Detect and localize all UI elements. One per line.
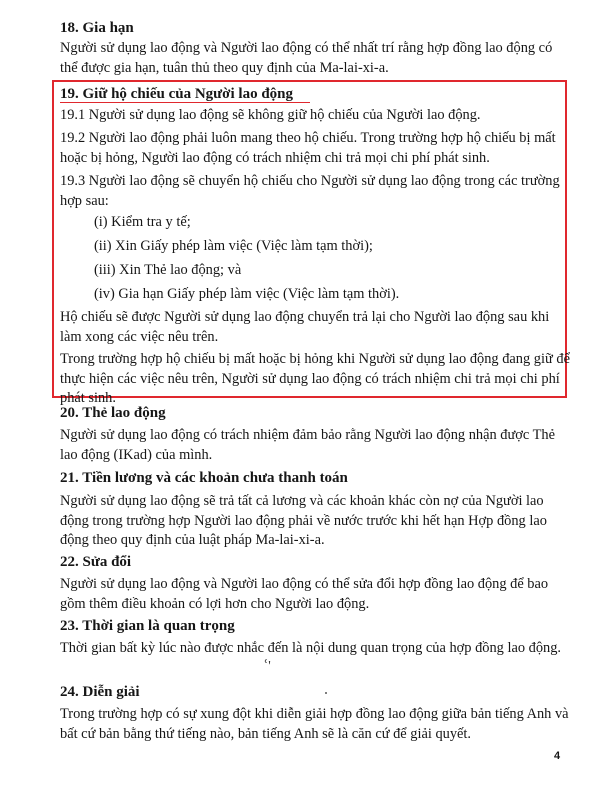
section-24-body: Trong trường hợp có sự xung đột khi diễn giải hợp đồng lao động giữa bản tiếng Anh và bất cứ bản bằng thứ tiếng nào, bản tiếng Anh sẽ là căn cứ để giải quyết. — [60, 706, 569, 742]
list-item: (iv) Gia hạn Giấy phép làm việc (Việc làm tạm thời). — [94, 286, 400, 302]
page-number: 4 — [554, 750, 561, 762]
handwritten-mark: ՙ' — [264, 659, 271, 674]
section-19-p1: 19.1 Người sử dụng lao động sẽ không giữ hộ chiếu của Người lao động. — [60, 107, 481, 123]
section-23-title: 23. Thời gian là quan trọng — [60, 618, 235, 634]
section-19-p4: Hộ chiếu sẽ được Người sử dụng lao động chuyển trả lại cho Người lao động sau khi làm xong các việc nêu trên. — [60, 309, 550, 345]
section-24-title: 24. Diễn giải — [60, 684, 140, 700]
section-19-p2: 19.2 Người lao động phải luôn mang theo hộ chiếu. Trong trường hợp hộ chiếu bị mất hoặc bị hỏng, Người lao động có trách nhiệm chi trả mọi chi phí phát sinh. — [60, 130, 556, 166]
section-20-body: Người sử dụng lao động có trách nhiệm đảm bảo rằng Người lao động nhận được Thẻ lao động (IKad) của mình. — [60, 427, 555, 463]
list-item: (ii) Xin Giấy phép làm việc (Việc làm tạm thời); — [94, 238, 373, 254]
section-20-title: 20. Thẻ lao động — [60, 405, 166, 421]
section-19-title: 19. Giữ hộ chiếu của Người lao động — [60, 86, 294, 102]
list-item: (iii) Xin Thẻ lao động; và — [94, 262, 242, 278]
section-19-p3: 19.3 Người lao động sẽ chuyển hộ chiếu cho Người sử dụng lao động trong các trường hợp sau: — [60, 173, 560, 209]
section-23-body: Thời gian bất kỳ lúc nào được nhắc đến là nội dung quan trọng của hợp đồng lao động. — [60, 640, 562, 656]
section-21-body: Người sử dụng lao động sẽ trả tất cả lương và các khoản khác còn nợ của Người lao động trong trường hợp Người lao động phải về nước trước khi hết hạn Hợp đồng lao động theo quy định của luật pháp Ma-lai-xi-a. — [60, 493, 547, 548]
section-22-title: 22. Sửa đổi — [60, 554, 132, 570]
section-22-body: Người sử dụng lao động và Người lao động có thể sửa đổi hợp đồng lao động để bao gồm thêm điều khoản có lợi hơn cho Người lao động. — [60, 576, 549, 612]
stray-dot — [325, 692, 327, 694]
section-18-title: 18. Gia hạn — [60, 20, 134, 36]
section-18-body: Người sử dụng lao động và Người lao động có thể nhất trí rằng hợp đồng lao động có thể được gia hạn, tuân thủ theo quy định của Ma-lai-xi-a. — [60, 40, 553, 76]
section-19-p5: Trong trường hợp hộ chiếu bị mất hoặc bị hỏng khi Người sử dụng lao động đang giữ để thực hiện các việc nêu trên, Người sử dụng lao động có trách nhiệm chi trả mọi chi phí phát sinh. — [60, 351, 570, 406]
section-21-title: 21. Tiền lương và các khoản chưa thanh toán — [60, 470, 348, 486]
list-item: (i) Kiểm tra y tế; — [94, 214, 191, 230]
